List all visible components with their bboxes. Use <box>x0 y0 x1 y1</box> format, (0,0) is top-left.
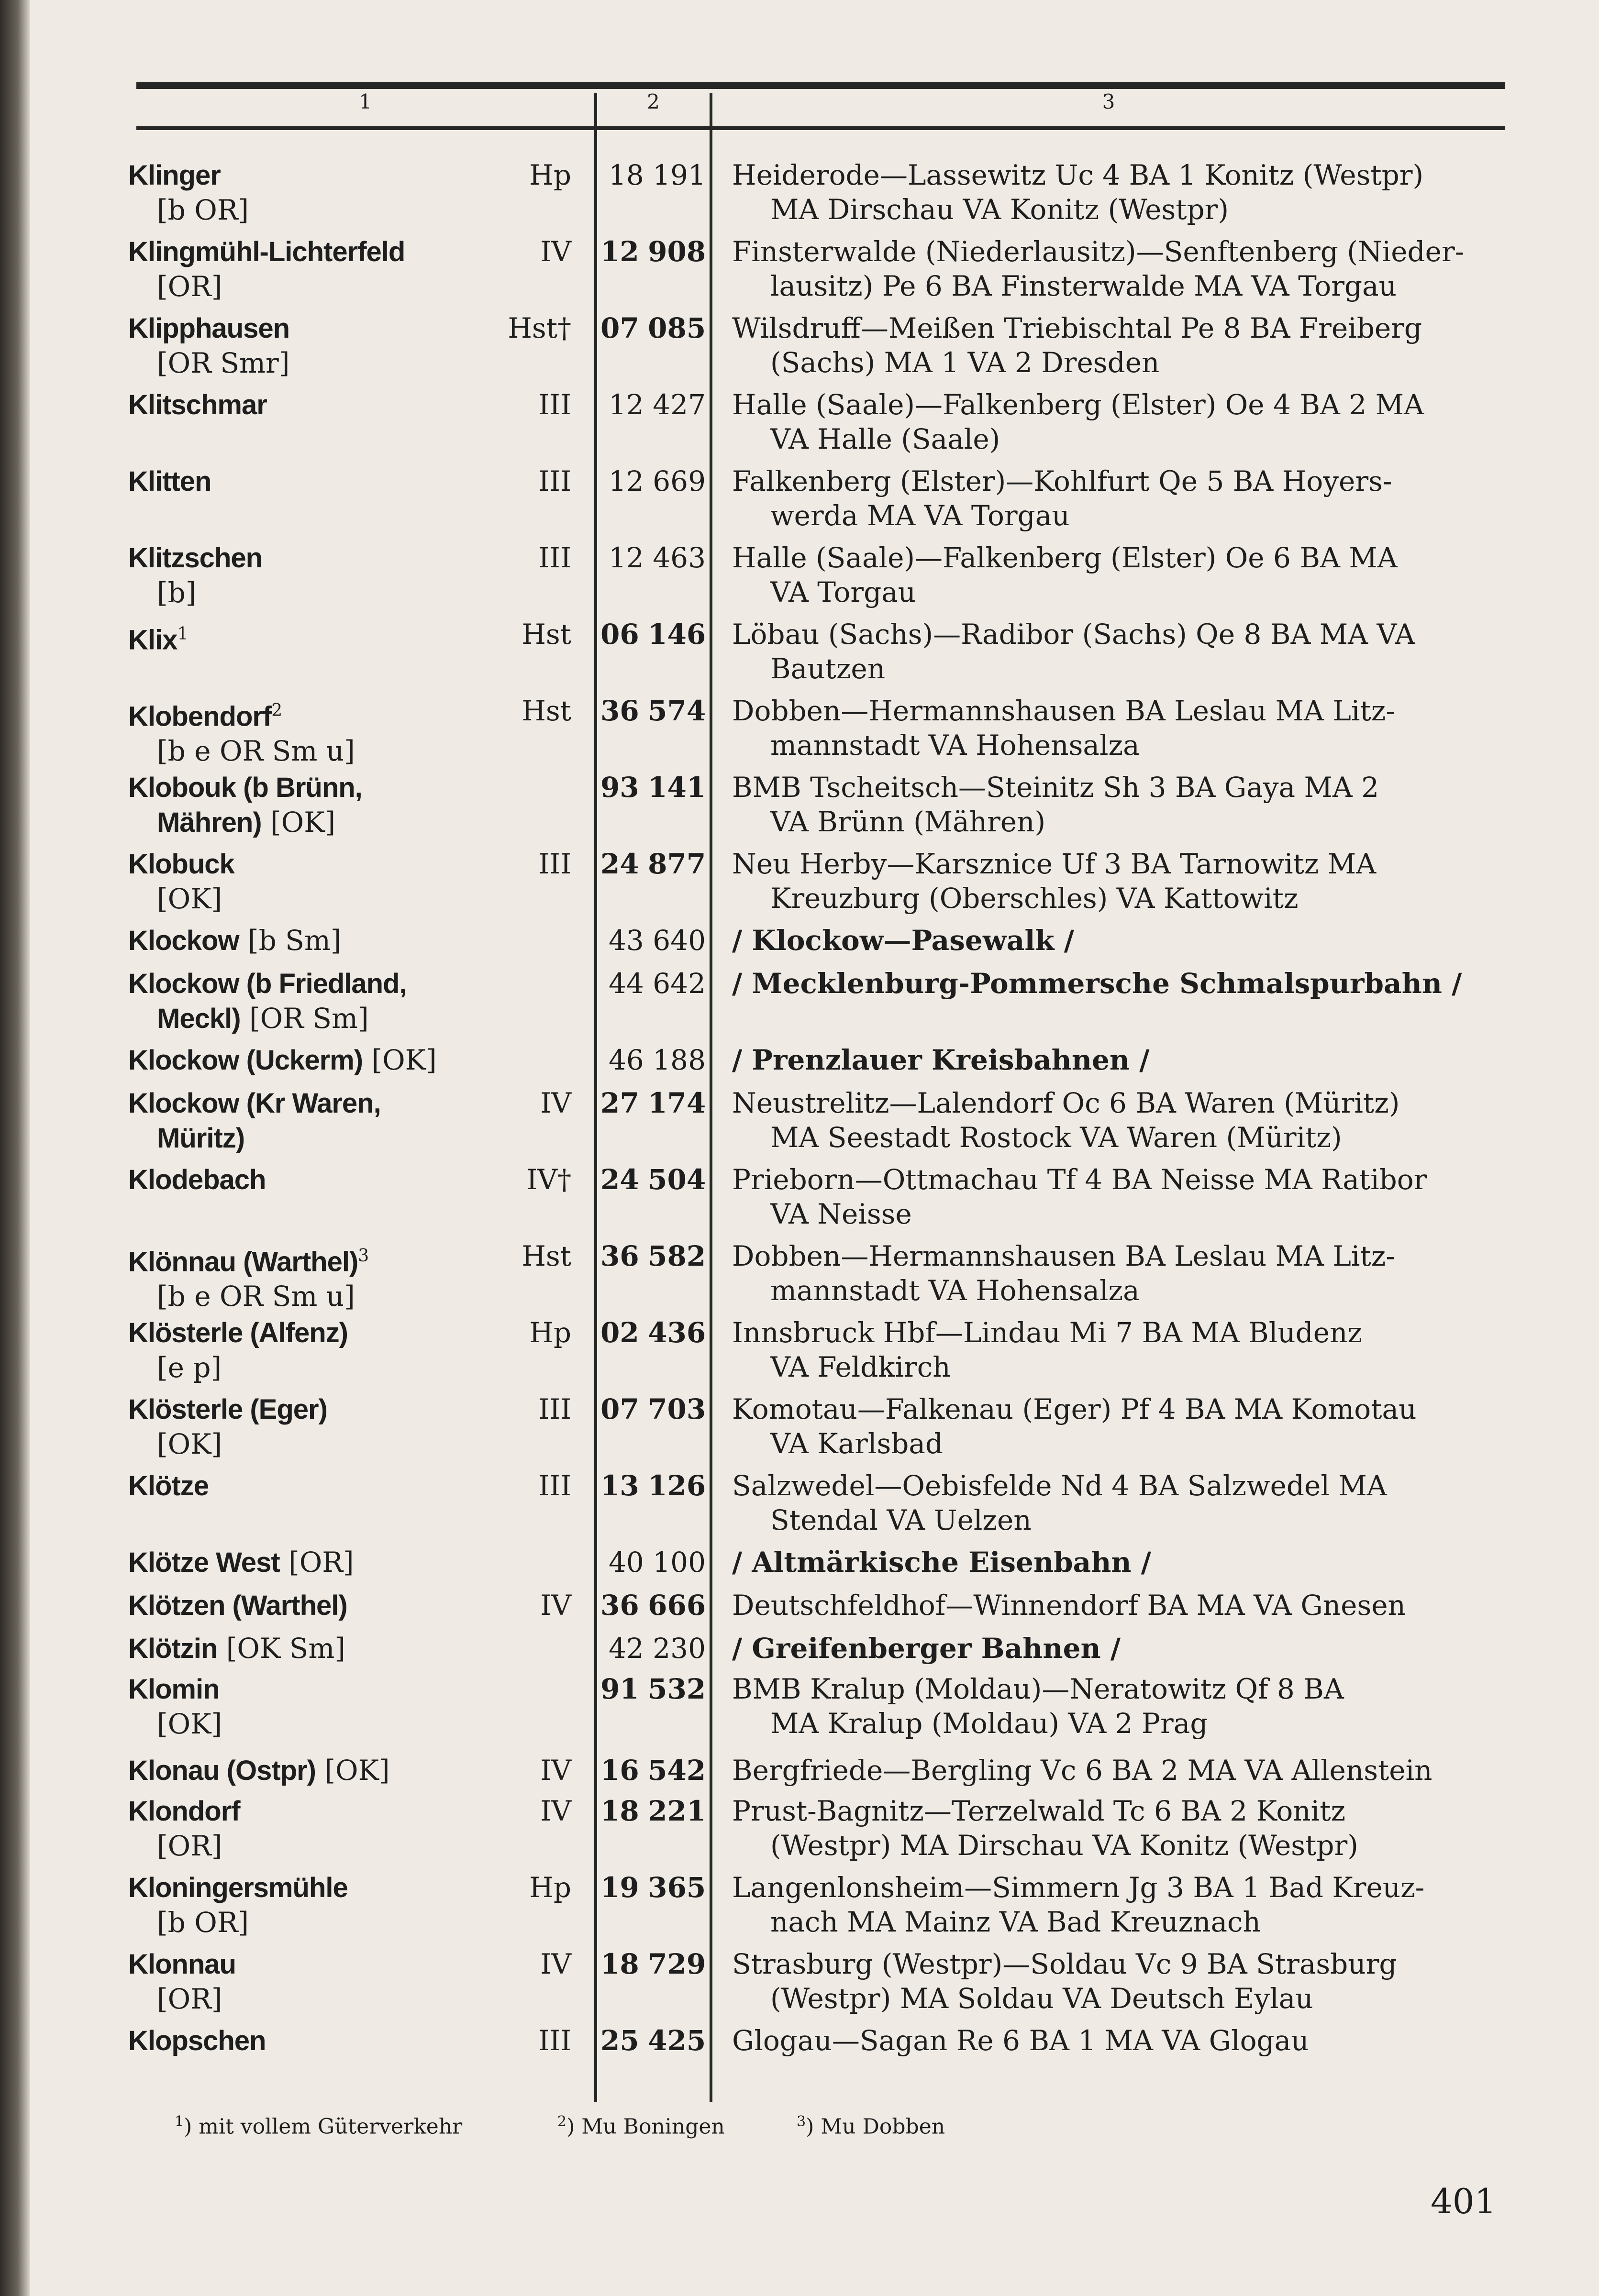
station-number <box>600 770 706 805</box>
route-line-1: Prieborn—Ottmachau Tf 4 BA Neisse MA Ratibor <box>732 1163 1427 1196</box>
station-name-cell <box>128 1794 511 1863</box>
station-number-suffix: 666 <box>648 1589 706 1622</box>
station-name-cell <box>128 1086 511 1156</box>
station-number <box>600 966 706 1001</box>
station-number <box>600 1315 706 1350</box>
column-header-1: 1 <box>359 90 372 113</box>
route-line-2: VA Brünn (Mähren) <box>770 806 1046 838</box>
station-number-suffix: 908 <box>648 235 706 268</box>
station-category: IV <box>540 1087 571 1119</box>
station-number-prefix: 36 <box>600 695 639 727</box>
station-name-cell <box>128 1545 511 1580</box>
route-description <box>732 1043 1505 1077</box>
route-line-1: Neu Herby—Karsznice Uf 3 BA Tarnowitz MA <box>732 848 1377 880</box>
station-name: Klötzen (Warthel) <box>128 1590 347 1621</box>
route-line-1: Falkenberg (Elster)—Kohlfurt Qe 5 BA Hoyers- <box>732 465 1392 497</box>
route-line-1: Prust-Bagnitz—Terzelwald Tc 6 BA 2 Konitz <box>732 1795 1346 1827</box>
station-name-cell <box>128 1947 511 2016</box>
route-line-2: mannstadt VA Hohensalza <box>770 729 1140 762</box>
station-number <box>600 311 706 345</box>
station-number-suffix: 729 <box>648 1948 706 1980</box>
station-number-suffix: 221 <box>648 1795 706 1827</box>
station-name-cell <box>128 1162 511 1197</box>
station-name-cell <box>128 1631 511 1666</box>
route-line-1: Neustrelitz—Lalendorf Oc 6 BA Waren (Müritz) <box>732 1087 1400 1119</box>
route-description <box>732 1545 1505 1579</box>
station-name-cell <box>128 1468 511 1503</box>
station-name: Klonnau <box>128 1949 236 1980</box>
route-description <box>732 923 1505 958</box>
station-number-prefix: 12 <box>609 541 644 574</box>
station-attributes: [e p] <box>157 1351 222 1384</box>
station-name-cell <box>128 1392 511 1461</box>
route-line-1: Heiderode—Lassewitz Uc 4 BA 1 Konitz (Westpr) <box>732 159 1424 191</box>
station-category: III <box>538 541 571 574</box>
station-number-suffix: 427 <box>653 388 706 421</box>
station-category: IV <box>540 1754 571 1787</box>
station-number-prefix: 43 <box>609 924 644 957</box>
station-name-cell <box>128 1753 511 1788</box>
station-number <box>600 1794 706 1828</box>
route-description <box>732 311 1505 380</box>
column-divider-2 <box>710 93 712 2102</box>
station-number-suffix: 582 <box>648 1240 706 1272</box>
station-number <box>600 923 706 958</box>
route-line-2: VA Karlsbad <box>770 1427 944 1460</box>
station-name-continued: Müritz) <box>157 1123 245 1154</box>
station-number-prefix: 12 <box>609 465 644 497</box>
station-attributes: [b OR] <box>157 194 249 226</box>
station-number-prefix: 24 <box>600 848 639 880</box>
route-line-1: Halle (Saale)—Falkenberg (Elster) Oe 4 BA 2 MA <box>732 388 1424 421</box>
station-number <box>600 1043 706 1077</box>
station-number <box>600 464 706 498</box>
route-description <box>732 770 1505 839</box>
route-line-2: MA Kralup (Moldau) VA 2 Prag <box>770 1707 1208 1740</box>
route-line-2: Kreuzburg (Oberschles) VA Kattowitz <box>770 882 1299 915</box>
station-name-cell <box>128 1043 511 1078</box>
station-attributes: [OK Sm] <box>217 1632 346 1665</box>
station-number-prefix: 07 <box>600 1393 639 1425</box>
route-line-2: werda MA VA Torgau <box>770 499 1070 532</box>
route-line-1: Dobben—Hermannshausen BA Leslau MA Litz- <box>732 695 1395 727</box>
station-number-suffix: 574 <box>648 695 706 727</box>
route-description <box>732 1392 1505 1461</box>
route-line-1: BMB Kralup (Moldau)—Neratowitz Qf 8 BA <box>732 1673 1344 1705</box>
station-number-suffix: 230 <box>653 1632 706 1665</box>
station-number <box>600 387 706 422</box>
route-line-1: Wilsdruff—Meißen Triebischtal Pe 8 BA Freiberg <box>732 312 1422 344</box>
route-line-1: / Greifenberger Bahnen / <box>732 1632 1121 1665</box>
station-number-suffix: 146 <box>648 618 706 651</box>
route-description <box>732 234 1505 303</box>
station-number <box>600 1392 706 1426</box>
route-line-1: Halle (Saale)—Falkenberg (Elster) Oe 6 BA MA <box>732 541 1398 574</box>
route-line-2: MA Seestadt Rostock VA Waren (Müritz) <box>770 1121 1342 1154</box>
station-category: Hst <box>522 695 571 727</box>
route-line-2: nach MA Mainz VA Bad Kreuznach <box>770 1906 1261 1938</box>
station-number-suffix: 126 <box>648 1469 706 1502</box>
station-number-prefix: 24 <box>600 1163 639 1196</box>
station-number <box>600 617 706 651</box>
station-number <box>600 1631 706 1666</box>
station-number <box>600 1947 706 1981</box>
route-line-2: (Westpr) MA Dirschau VA Konitz (Westpr) <box>770 1829 1358 1862</box>
station-name-cell <box>128 2023 511 2058</box>
station-attributes: [OK] <box>157 883 222 915</box>
station-attributes: [OR Sm] <box>240 1002 369 1035</box>
station-name-cell <box>128 694 511 768</box>
station-name: Klondorf <box>128 1796 240 1827</box>
station-number <box>600 234 706 269</box>
route-description <box>732 1870 1505 1939</box>
station-name-cell <box>128 1870 511 1940</box>
route-description <box>732 2023 1505 2058</box>
station-attributes: [OR] <box>157 1983 222 2015</box>
route-description <box>732 694 1505 762</box>
route-line-2: mannstadt VA Hohensalza <box>770 1274 1140 1307</box>
column-header-2: 2 <box>647 90 660 113</box>
station-number <box>600 1239 706 1273</box>
station-attributes: [OR] <box>279 1546 354 1578</box>
route-description <box>732 847 1505 916</box>
route-description <box>732 1672 1505 1741</box>
station-number-prefix: 27 <box>600 1087 639 1119</box>
station-category: Hp <box>529 1316 571 1349</box>
route-description <box>732 1588 1505 1623</box>
station-name-cell <box>128 1239 511 1314</box>
station-name: Klobouk (b Brünn, <box>128 772 362 803</box>
station-name: Klipphausen <box>128 313 290 344</box>
station-attributes: [b] <box>157 576 197 609</box>
station-category: III <box>538 2024 571 2057</box>
station-name: Klix <box>128 624 178 656</box>
route-description <box>732 464 1505 533</box>
route-description <box>732 158 1505 227</box>
station-number-suffix: 191 <box>653 159 706 191</box>
station-attributes: [OK] <box>315 1754 390 1787</box>
station-number-prefix: 12 <box>600 235 639 268</box>
station-number-prefix: 36 <box>600 1589 639 1622</box>
route-line-1: / Altmärkische Eisenbahn / <box>732 1546 1151 1578</box>
footnote-ref: 3 <box>358 1246 369 1266</box>
station-number-prefix: 42 <box>609 1632 644 1665</box>
station-number-suffix: 877 <box>648 848 706 880</box>
header-top-rule <box>136 82 1505 89</box>
station-name-cell <box>128 311 511 380</box>
footnote-ref: 1 <box>177 624 189 644</box>
route-line-1: Salzwedel—Oebisfelde Nd 4 BA Salzwedel MA <box>732 1469 1387 1502</box>
station-category: Hst† <box>508 312 571 344</box>
station-category: IV <box>540 1589 571 1622</box>
station-name-cell <box>128 617 511 657</box>
station-name: Klösterle (Alfenz) <box>128 1317 348 1348</box>
station-category: IV† <box>526 1163 571 1196</box>
route-description <box>732 1315 1505 1384</box>
station-number-suffix: 532 <box>648 1673 706 1705</box>
route-line-1: Strasburg (Westpr)—Soldau Vc 9 BA Strasburg <box>732 1948 1397 1980</box>
route-description <box>732 966 1505 1001</box>
station-attributes: [OK] <box>363 1044 437 1076</box>
route-description <box>732 1631 1505 1666</box>
station-category: III <box>538 848 571 880</box>
route-line-2: MA Dirschau VA Konitz (Westpr) <box>770 193 1229 226</box>
footnote-1: $^1$) mit vollem Güterverkehr <box>175 2113 463 2139</box>
station-number-prefix: 44 <box>609 967 644 1000</box>
station-attributes: [b Sm] <box>239 924 342 957</box>
route-line-2: Stendal VA Uelzen <box>770 1504 1032 1536</box>
station-category: III <box>538 465 571 497</box>
station-attributes: [OK] <box>261 806 336 839</box>
station-attributes: [OR] <box>157 1830 222 1862</box>
station-number-prefix: 18 <box>600 1795 639 1827</box>
footnote-3: $^3$) Mu Dobben <box>797 2113 945 2139</box>
station-name: Klönnau (Warthel) <box>128 1246 358 1278</box>
station-attributes: [OK] <box>157 1708 222 1740</box>
station-number-suffix: 703 <box>648 1393 706 1425</box>
station-name: Kloningersmühle <box>128 1872 348 1903</box>
station-number-prefix: 02 <box>600 1316 639 1349</box>
header-bottom-rule <box>136 126 1505 130</box>
station-name-cell <box>128 1315 511 1385</box>
route-description <box>732 1947 1505 2016</box>
station-number <box>600 1162 706 1197</box>
station-name: Klötzin <box>128 1633 218 1664</box>
route-line-1: / Klockow—Pasewalk / <box>732 924 1074 957</box>
station-number-suffix: 174 <box>648 1087 706 1119</box>
column-header-3: 3 <box>1102 90 1115 113</box>
station-name: Klonau (Ostpr) <box>128 1755 316 1786</box>
station-number-prefix: 12 <box>609 388 644 421</box>
station-name: Klockow <box>128 925 239 956</box>
route-line-2: (Westpr) MA Soldau VA Deutsch Eylau <box>770 1982 1313 2015</box>
station-name: Klitzschen <box>128 542 263 574</box>
station-category: IV <box>540 1795 571 1827</box>
station-name: Klitschmar <box>128 389 267 420</box>
route-line-1: Innsbruck Hbf—Lindau Mi 7 BA MA Bludenz <box>732 1316 1363 1349</box>
station-attributes: [OR Smr] <box>157 347 290 379</box>
station-category: IV <box>540 235 571 268</box>
station-name: Klomin <box>128 1674 220 1705</box>
page-gutter-shadow <box>0 0 30 2296</box>
station-name: Klodebach <box>128 1164 266 1195</box>
column-divider-1 <box>594 93 597 2102</box>
station-category: III <box>538 1469 571 1502</box>
station-name: Klockow (Uckerm) <box>128 1045 363 1076</box>
station-name: Klinger <box>128 160 221 191</box>
station-name: Klockow (Kr Waren, <box>128 1088 381 1119</box>
station-number-prefix: 16 <box>600 1754 639 1787</box>
station-number <box>600 1468 706 1503</box>
station-category: III <box>538 388 571 421</box>
station-attributes: [OK] <box>157 1428 222 1460</box>
station-number-suffix: 425 <box>648 2024 706 2057</box>
station-name-continued: Meckl) <box>157 1003 241 1034</box>
station-number-prefix: 06 <box>600 618 639 651</box>
route-description <box>732 541 1505 609</box>
route-description <box>732 1468 1505 1537</box>
station-category: III <box>538 1393 571 1425</box>
route-line-1: Finsterwalde (Niederlausitz)—Senftenberg (Nieder- <box>732 235 1465 268</box>
station-name-cell <box>128 923 511 958</box>
station-number-suffix: 365 <box>648 1871 706 1904</box>
route-line-2: VA Neisse <box>770 1198 912 1230</box>
route-description <box>732 387 1505 456</box>
route-line-1: / Mecklenburg-Pommersche Schmalspurbahn / <box>732 967 1462 1000</box>
station-name: Klockow (b Friedland, <box>128 968 407 999</box>
station-number-suffix: 100 <box>653 1546 706 1578</box>
station-name-cell <box>128 770 511 840</box>
route-line-1: / Prenzlauer Kreisbahnen / <box>732 1044 1150 1076</box>
footnote-ref: 2 <box>271 701 283 720</box>
station-number-suffix: 669 <box>653 465 706 497</box>
station-number <box>600 847 706 881</box>
station-name: Klitten <box>128 466 211 497</box>
station-number <box>600 694 706 728</box>
route-line-1: Deutschfeldhof—Winnendorf BA MA VA Gnesen <box>732 1589 1406 1622</box>
route-description <box>732 1239 1505 1308</box>
station-number-prefix: 07 <box>600 312 639 344</box>
route-description <box>732 617 1505 686</box>
station-name-continued: Mähren) <box>157 807 262 838</box>
station-number-prefix: 93 <box>600 771 639 804</box>
route-description <box>732 1753 1505 1788</box>
route-line-1: Komotau—Falkenau (Eger) Pf 4 BA MA Komotau <box>732 1393 1417 1425</box>
station-name: Klötze West <box>128 1547 280 1578</box>
station-attributes: [b OR] <box>157 1906 249 1939</box>
route-line-1: Dobben—Hermannshausen BA Leslau MA Litz- <box>732 1240 1395 1272</box>
station-name: Klobendorf <box>128 701 272 732</box>
station-name-cell <box>128 541 511 610</box>
station-number <box>600 158 706 192</box>
route-line-1: BMB Tscheitsch—Steinitz Sh 3 BA Gaya MA 2 <box>732 771 1379 804</box>
station-name-cell <box>128 1672 511 1741</box>
route-line-1: Langenlonsheim—Simmern Jg 3 BA 1 Bad Kreuz- <box>732 1871 1425 1904</box>
station-number <box>600 1672 706 1706</box>
route-line-1: Bergfriede—Bergling Vc 6 BA 2 MA VA Allenstein <box>732 1754 1432 1787</box>
station-number-suffix: 141 <box>648 771 706 804</box>
station-number-suffix: 085 <box>648 312 706 344</box>
station-number-prefix: 18 <box>600 1948 639 1980</box>
footnote-2: $^2$) Mu Boningen <box>557 2113 725 2139</box>
route-line-2: VA Torgau <box>770 576 916 608</box>
route-description <box>732 1794 1505 1863</box>
route-description <box>732 1086 1505 1155</box>
station-number <box>600 1545 706 1579</box>
station-number-prefix: 91 <box>600 1673 639 1705</box>
station-number-prefix: 19 <box>600 1871 639 1904</box>
route-line-2: Bautzen <box>770 652 886 685</box>
station-number-prefix: 18 <box>609 159 644 191</box>
station-name-cell <box>128 464 511 499</box>
station-name: Klingmühl-Lichterfeld <box>128 236 405 267</box>
station-number <box>600 1588 706 1623</box>
route-line-1: Glogau—Sagan Re 6 BA 1 MA VA Glogau <box>732 2024 1309 2057</box>
route-line-2: VA Halle (Saale) <box>770 423 1000 455</box>
route-line-2: VA Feldkirch <box>770 1351 951 1383</box>
station-category: Hp <box>529 159 571 191</box>
station-attributes: [OR] <box>157 270 222 303</box>
station-number-suffix: 642 <box>653 967 706 1000</box>
page-number: 401 <box>1431 2181 1497 2221</box>
station-attributes: [b e OR Sm u] <box>157 735 355 768</box>
route-line-1: Löbau (Sachs)—Radibor (Sachs) Qe 8 BA MA VA <box>732 618 1415 651</box>
station-number <box>600 1870 706 1905</box>
station-number-prefix: 36 <box>600 1240 639 1272</box>
station-number <box>600 1086 706 1120</box>
station-name-cell <box>128 387 511 422</box>
station-number-prefix: 40 <box>609 1546 644 1578</box>
station-name-cell <box>128 158 511 227</box>
station-number <box>600 1753 706 1788</box>
station-number-prefix: 25 <box>600 2024 639 2057</box>
station-number-suffix: 640 <box>653 924 706 957</box>
route-line-2: (Sachs) MA 1 VA 2 Dresden <box>770 346 1160 379</box>
station-name-cell <box>128 847 511 916</box>
station-number-prefix: 46 <box>609 1044 644 1076</box>
station-attributes: [b e OR Sm u] <box>157 1280 355 1313</box>
route-description <box>732 1162 1505 1231</box>
station-number-suffix: 463 <box>653 541 706 574</box>
station-name: Klösterle (Eger) <box>128 1394 327 1425</box>
station-number-suffix: 504 <box>648 1163 706 1196</box>
station-number-suffix: 188 <box>653 1044 706 1076</box>
station-number-suffix: 436 <box>648 1316 706 1349</box>
station-category: Hst <box>522 1240 571 1272</box>
route-line-2: lausitz) Pe 6 BA Finsterwalde MA VA Torgau <box>770 270 1397 302</box>
station-category: Hp <box>529 1871 571 1904</box>
station-name-cell <box>128 1588 511 1623</box>
station-number <box>600 541 706 575</box>
station-number-suffix: 542 <box>648 1754 706 1787</box>
station-name: Klobuck <box>128 849 234 880</box>
station-category: IV <box>540 1948 571 1980</box>
station-name: Klopschen <box>128 2025 266 2056</box>
station-name: Klötze <box>128 1470 209 1501</box>
station-number-prefix: 13 <box>600 1469 639 1502</box>
station-name-cell <box>128 234 511 304</box>
station-number <box>600 2023 706 2058</box>
station-category: Hst <box>522 618 571 651</box>
station-name-cell <box>128 966 511 1036</box>
